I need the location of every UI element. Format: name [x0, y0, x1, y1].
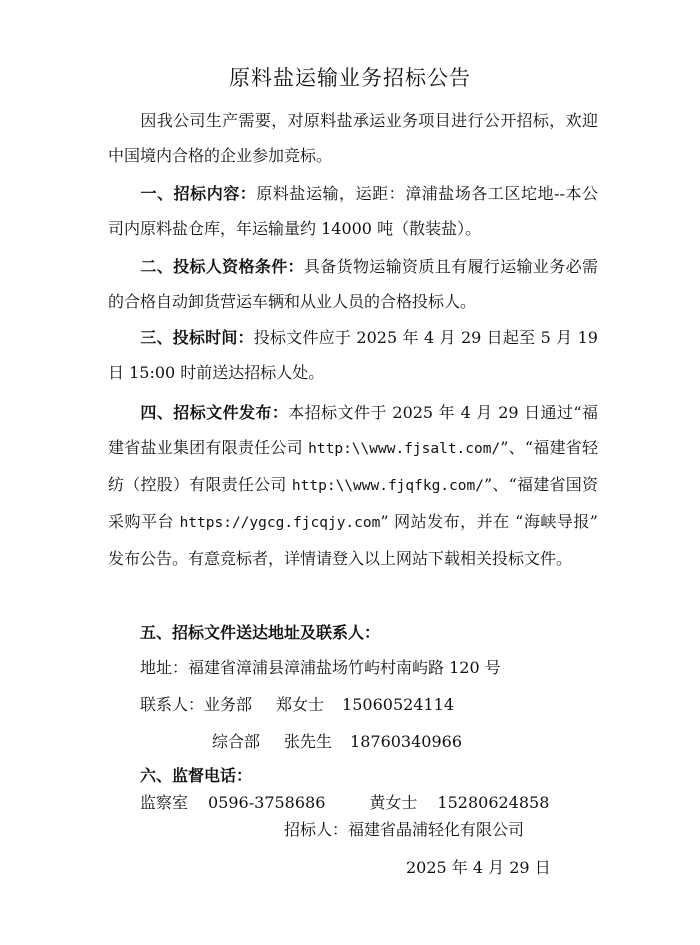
address-line [140, 657, 501, 679]
contact-phone: 18760340966 [350, 732, 463, 751]
link-fjqfkg[interactable]: http:\\www.fjqfkg.com/ [291, 478, 484, 494]
section-3-text: 投标文件应于 2025 年 4 月 29 日起至 5 月 19 日 15:00 时前送达招标人处。 [108, 328, 598, 382]
supervision-line [140, 792, 549, 814]
section-5-heading: 五、招标文件送达地址及联系人： [140, 623, 381, 642]
link-fjsalt[interactable]: http:\\www.fjsalt.com/ [308, 441, 501, 457]
section-3 [108, 320, 598, 390]
section-1-text: 原料盐运输，运距：漳浦盐场各工区坨地--本公司内原料盐仓库，年运输量约 14000 吨（散装盐）。 [108, 184, 598, 238]
address-value: 福建省漳浦县漳浦盐场竹屿村南屿路 120 号 [188, 658, 501, 677]
section-6-heading: 六、监督电话： [140, 766, 253, 785]
page-title: 原料盐运输业务招标公告 [229, 66, 471, 90]
section-4-text-1: 本招标文件于 2025 年 4 月 29 日通过“福建省盐业集团有限责任公司 [108, 403, 598, 457]
address-label: 地址： [140, 658, 189, 677]
contact-label: 联系人： [140, 695, 205, 714]
section-4 [108, 395, 598, 576]
supervision-phone-2: 15280624858 [437, 793, 550, 812]
section-2-heading: 二、投标人资格条件： [140, 257, 304, 276]
contact-phone: 15060524114 [342, 695, 455, 714]
section-1 [108, 176, 598, 246]
section-1-heading: 一、招标内容： [140, 184, 257, 203]
contact-name: 郑女士 [276, 695, 325, 714]
section-2-text: 具备货物运输资质且有履行运输业务必需的合格自动卸货营运车辆和从业人员的合格投标人。 [108, 257, 598, 311]
signature-label: 招标人： [284, 820, 349, 839]
supervision-phone: 0596-3758686 [208, 793, 326, 812]
section-4-text-2: ”、“福建省轻纺（控股）有限责任公司 [108, 438, 598, 494]
link-ygcg[interactable]: https://ygcg.fjcqjy.com [179, 515, 381, 531]
intro-text: 因我公司生产需要，对原料盐承运业务项目进行公开招标，欢迎中国境内合格的企业参加竞标。 [108, 111, 598, 165]
signature-org: 福建省晶浦轻化有限公司 [348, 820, 525, 839]
contact-line-2 [212, 731, 462, 753]
contact-dept: 综合部 [212, 732, 261, 751]
section-4-text-3: ”、“福建省国资采购平台 [108, 475, 598, 531]
section-3-heading: 三、投标时间： [140, 328, 254, 347]
signature-date: 2025 年 4 月 29 日 [406, 858, 551, 877]
supervision-dept: 监察室 [140, 793, 189, 812]
supervision-name: 黄女士 [369, 793, 418, 812]
intro-paragraph [108, 103, 598, 173]
contact-dept: 业务部 [204, 695, 253, 714]
section-4-heading: 四、招标文件发布： [140, 403, 289, 422]
contact-name: 张先生 [284, 732, 333, 751]
signature-line [284, 819, 524, 841]
section-4-text-4: ” 网站发布，并在 “海峡导报” 发布公告。有意竞标者，详情请登入以上网站下载相关投标文件。 [108, 512, 598, 568]
section-2 [108, 249, 598, 319]
contact-line-1 [140, 694, 454, 716]
